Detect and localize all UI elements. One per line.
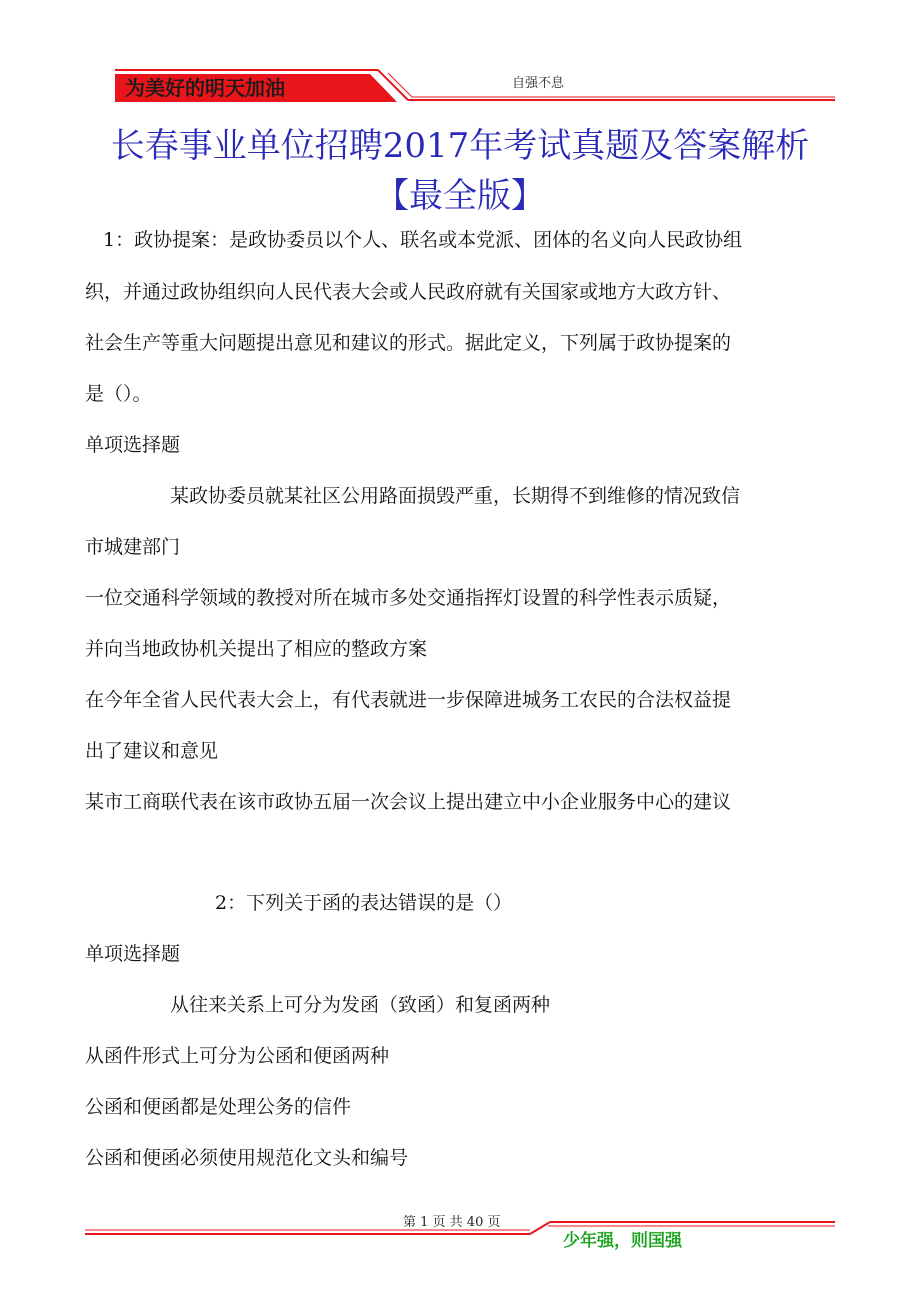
question-1-option-line: 在今年全省人民代表大会上，有代表就进一步保障进城务工农民的合法权益提 [85, 689, 732, 711]
question-1-option-line: 出了建议和意见 [85, 740, 219, 762]
header-motto: 自强不息 [512, 76, 565, 91]
question-1-option-line: 某市工商联代表在该市政协五届一次会议上提出建立中小企业服务中心的建议 [85, 791, 732, 813]
document-title-line2: 【最全版】 [375, 176, 545, 216]
header-banner-text: 为美好的明天加油 [125, 76, 285, 100]
document-title-line1: 长春事业单位招聘2017年考试真题及答案解析 [110, 126, 810, 166]
question-1-stem-line: 1：政协提案：是政协委员以个人、联名或本党派、团体的名义向人民政协组 [103, 229, 743, 251]
header-banner [115, 70, 405, 102]
footer-slogan: 少年强，则国强 [563, 1231, 682, 1251]
question-2-stem-line: 2：下列关于函的表达错误的是（） [215, 892, 513, 914]
question-2-option-line: 公函和便函必须使用规范化文头和编号 [85, 1147, 409, 1169]
question-1-stem-line: 织，并通过政协组织向人民代表大会或人民政府就有关国家或地方大政方针、 [85, 281, 732, 303]
page-number: 第 1 页 共 40 页 [403, 1215, 501, 1230]
question-1-option-line: 并向当地政协机关提出了相应的整政方案 [85, 638, 428, 660]
footer-rule [0, 1218, 920, 1248]
question-1-stem-line: 是（）。 [85, 383, 152, 405]
question-1-option-line: 市城建部门 [85, 536, 181, 558]
question-1-type: 单项选择题 [85, 434, 181, 456]
question-1-stem-line: 社会生产等重大问题提出意见和建议的形式。据此定义，下列属于政协提案的 [85, 332, 732, 354]
question-2-type: 单项选择题 [85, 943, 181, 965]
question-1-option-line: 一位交通科学领域的教授对所在城市多处交通指挥灯设置的科学性表示质疑， [85, 587, 732, 609]
question-2-option-line: 公函和便函都是处理公务的信件 [85, 1096, 352, 1118]
question-2-option-line: 从往来关系上可分为发函（致函）和复函两种 [170, 994, 551, 1016]
question-2-option-line: 从函件形式上可分为公函和便函两种 [85, 1045, 390, 1067]
question-1-option-line: 某政协委员就某社区公用路面损毁严重，长期得不到维修的情况致信 [170, 485, 741, 507]
